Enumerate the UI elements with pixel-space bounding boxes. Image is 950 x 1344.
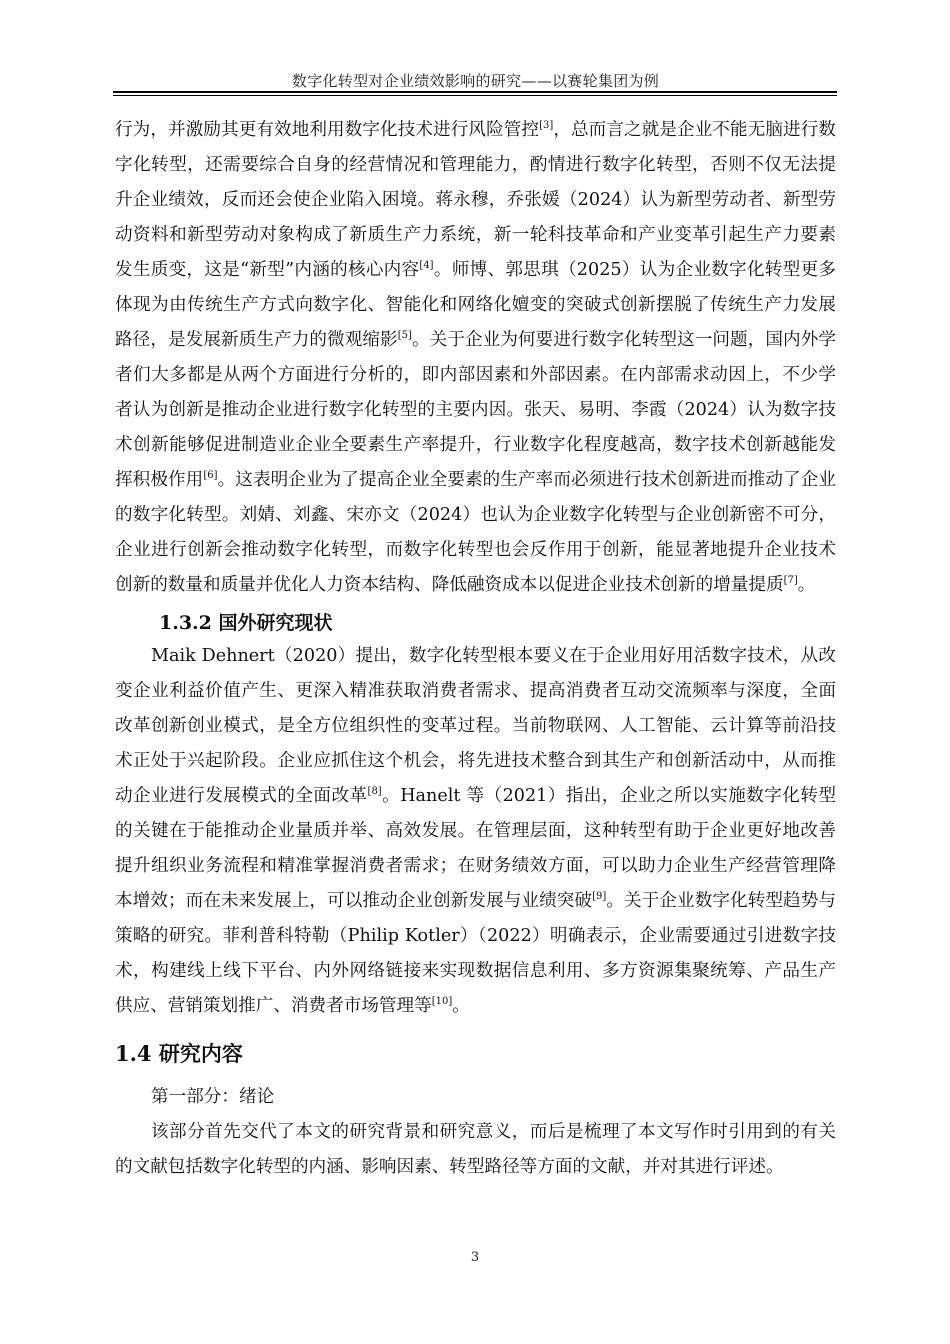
citation-6: [6] (203, 470, 218, 482)
citation-7: [7] (783, 575, 798, 587)
page-body (115, 113, 836, 1185)
running-header: 数字化转型对企业绩效影响的研究——以赛轮集团为例 (291, 72, 660, 90)
citation-9: [9] (592, 891, 607, 903)
text-run: ，总而言之就是企业不能无脑进行数字化转型，还需要综合自身的经营情况和管理能力，酌情进行数字化转型，否则不仅无法提升企业绩效，反而还会使企业陷入困境。蒋永穆，乔张媛（2024）认为新型劳动者、新型劳动资料和新型劳动对象构成了新质生产力系统，新一轮科技革命和产业变革引起生产力要素发生质变，这是“新型”内涵的核心内容 (115, 120, 836, 280)
text-run: 行为，并激励其更有效地利用数字化技术进行风险管控 (115, 120, 540, 140)
section-heading-1-4: 1.4 研究内容 (115, 1041, 243, 1066)
citation-3: [3] (539, 120, 554, 132)
text-run: 。 (452, 996, 470, 1016)
text-run: 。关于企业为何要进行数字化转型这一问题，国内外学者们大多都是从两个方面进行分析的，即内部因素和外部因素。在内部需求动因上，不少学者认为创新是推动企业进行数字化转型的主要内因。张天、易明、李霞（2024）认为数字技术创新能够促进制造业企业全要素生产率提升，行业数字化程度越高，数字技术创新越能发挥积极作用 (115, 330, 836, 490)
part-one-label: 第一部分：绪论 (151, 1087, 275, 1107)
section-heading-1-3-2: 1.3.2 国外研究现状 (159, 612, 333, 634)
text-run: 。师博、郭思琪（2025）认为企业数字化转型更多体现为由传统生产方式向数字化、智能化和网络化嬗变的突破式创新摆脱了传统生产力发展路径，是发展新质生产力的微观缩影 (115, 260, 836, 350)
citation-10: [10] (431, 996, 453, 1008)
header-rule-thick (113, 91, 837, 93)
text-run: 。关于企业数字化转型趋势与策略的研究。菲利普科特勒（Philip Kotler）（2022）明确表示，企业需要通过引进数字技术，构建线上线下平台、内外网络链接来实现数据信息利用、多方资源集聚统筹、产品生产供应、营销策划推广、消费者市场管理等 (115, 891, 836, 1016)
paragraph-part-one-summary: 该部分首先交代了本文的研究背景和研究意义，而后是梳理了本文写作时引用到的有关的文献包括数字化转型的内涵、影响因素、转型路径等方面的文献，并对其进行评述。 (115, 1122, 836, 1177)
paragraph-domestic-research (115, 113, 836, 603)
text-run: 。这表明企业为了提高企业全要素的生产率而必须进行技术创新进而推动了企业的数字化转型。刘婧、刘鑫、宋亦文（2024）也认为企业数字化转型与企业创新密不可分，企业进行创新会推动数字化转型，而数字化转型也会反作用于创新，能显著地提升企业技术创新的数量和质量并优化人力资本结构、降低融资成本以促进企业技术创新的增量提质 (115, 470, 836, 595)
citation-5: [5] (397, 330, 412, 342)
text-run: 。 (797, 575, 816, 595)
page-number: 3 (470, 1250, 480, 1265)
text-run: 。Hanelt 等（2021）指出，企业之所以实施数字化转型的关键在于能推动企业量质并举、高效发展。在管理层面，这种转型有助于企业更好地改善提升组织业务流程和精准掌握消费者需求；在财务绩效方面，可以助力企业生产经营管理降本增效；而在未来发展上，可以推动企业创新发展与业绩突破 (115, 786, 836, 911)
text-run: Maik Dehnert（2020）提出，数字化转型根本要义在于企业用好用活数字技术，从改变企业利益价值产生、更深入精准获取消费者需求、提高消费者互动交流频率与深度，全面改革创新创业模式，是全方位组织性的变革过程。当前物联网、人工智能、云计算等前沿技术正处于兴起阶段。企业应抓住这个机会，将先进技术整合到其生产和创新活动中，从而推动企业进行发展模式的全面改革 (115, 646, 836, 806)
header-rule-thin (113, 95, 837, 96)
citation-8: [8] (367, 786, 382, 798)
citation-4: [4] (419, 260, 434, 272)
paragraph-foreign-research (115, 639, 836, 1024)
